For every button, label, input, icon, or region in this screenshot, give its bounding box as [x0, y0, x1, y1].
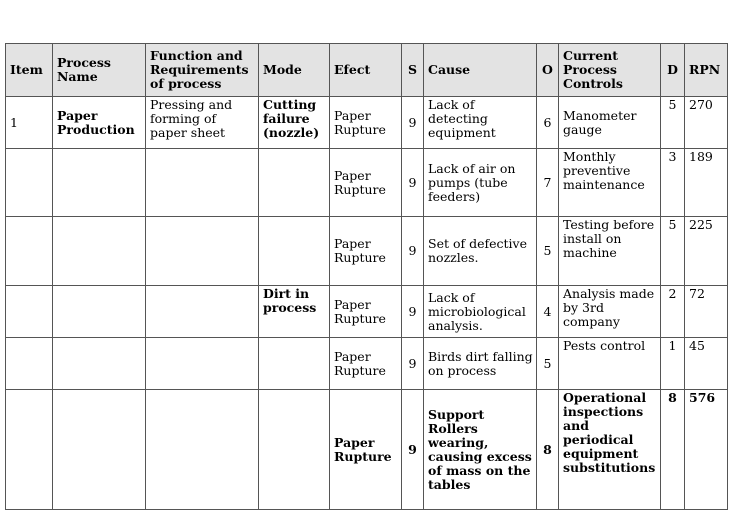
cell-item [6, 286, 53, 338]
cell-process: Paper Production [53, 97, 146, 149]
cell-process [53, 390, 146, 510]
table-row [6, 217, 728, 286]
cell-process [53, 286, 146, 338]
cell-o: 6 [537, 97, 559, 149]
cell-cause: Lack of microbiological analysis. [424, 286, 537, 338]
cell-rpn: 45 [685, 338, 728, 390]
cell-effect: Paper Rupture [330, 97, 402, 149]
cell-rpn: 72 [685, 286, 728, 338]
cell-controls: Monthly preventive maintenance [559, 149, 661, 217]
cell-function: Pressing and forming of paper sheet [146, 97, 259, 149]
header-cause: Cause [424, 44, 537, 97]
cell-mode [259, 338, 330, 390]
header-item: Item [6, 44, 53, 97]
cell-d: 2 [661, 286, 685, 338]
cell-rpn: 576 [685, 390, 728, 510]
cell-s: 9 [402, 390, 424, 510]
cell-item [6, 338, 53, 390]
cell-process [53, 149, 146, 217]
fmea-table [5, 43, 728, 510]
header-function: Function and Requirements of process [146, 44, 259, 97]
cell-item [6, 217, 53, 286]
cell-effect: Paper Rupture [330, 149, 402, 217]
header-process-name: Process Name [53, 44, 146, 97]
cell-process [53, 338, 146, 390]
cell-mode [259, 217, 330, 286]
cell-controls: Analysis made by 3rd company [559, 286, 661, 338]
table-row [6, 286, 728, 338]
header-detection: D [661, 44, 685, 97]
table-row [6, 149, 728, 217]
cell-o: 5 [537, 217, 559, 286]
cell-mode [259, 390, 330, 510]
cell-controls: Testing before install on machine [559, 217, 661, 286]
table-row [6, 390, 728, 510]
cell-o: 8 [537, 390, 559, 510]
table-row [6, 97, 728, 149]
cell-function [146, 338, 259, 390]
cell-d: 1 [661, 338, 685, 390]
header-effect: Efect [330, 44, 402, 97]
cell-effect: Paper Rupture [330, 286, 402, 338]
cell-d: 5 [661, 217, 685, 286]
header-row [6, 44, 728, 97]
cell-item [6, 149, 53, 217]
header-mode: Mode [259, 44, 330, 97]
cell-controls: Operational inspections and periodical equipment substitutions [559, 390, 661, 510]
cell-rpn: 189 [685, 149, 728, 217]
cell-function [146, 149, 259, 217]
cell-s: 9 [402, 149, 424, 217]
table-row [6, 338, 728, 390]
cell-function [146, 286, 259, 338]
cell-mode: Dirt in process [259, 286, 330, 338]
cell-mode: Cutting failure (nozzle) [259, 97, 330, 149]
header-controls: Current Process Controls [559, 44, 661, 97]
cell-cause: Lack of air on pumps (tube feeders) [424, 149, 537, 217]
cell-d: 3 [661, 149, 685, 217]
cell-function [146, 217, 259, 286]
cell-controls: Pests control [559, 338, 661, 390]
cell-o: 7 [537, 149, 559, 217]
cell-cause: Set of defective nozzles. [424, 217, 537, 286]
cell-mode [259, 149, 330, 217]
cell-d: 5 [661, 97, 685, 149]
cell-o: 4 [537, 286, 559, 338]
header-severity: S [402, 44, 424, 97]
cell-process [53, 217, 146, 286]
cell-effect: Paper Rupture [330, 338, 402, 390]
cell-effect: Paper Rupture [330, 217, 402, 286]
cell-s: 9 [402, 217, 424, 286]
cell-item: 1 [6, 97, 53, 149]
header-rpn: RPN [685, 44, 728, 97]
cell-cause: Support Rollers wearing, causing excess of mass on the tables [424, 390, 537, 510]
cell-item [6, 390, 53, 510]
cell-function [146, 390, 259, 510]
cell-s: 9 [402, 338, 424, 390]
cell-o: 5 [537, 338, 559, 390]
cell-cause: Lack of detecting equipment [424, 97, 537, 149]
cell-cause: Birds dirt falling on process [424, 338, 537, 390]
cell-d: 8 [661, 390, 685, 510]
cell-rpn: 225 [685, 217, 728, 286]
cell-effect: Paper Rupture [330, 390, 402, 510]
cell-rpn: 270 [685, 97, 728, 149]
cell-s: 9 [402, 97, 424, 149]
cell-controls: Manometer gauge [559, 97, 661, 149]
header-occurrence: O [537, 44, 559, 97]
cell-s: 9 [402, 286, 424, 338]
